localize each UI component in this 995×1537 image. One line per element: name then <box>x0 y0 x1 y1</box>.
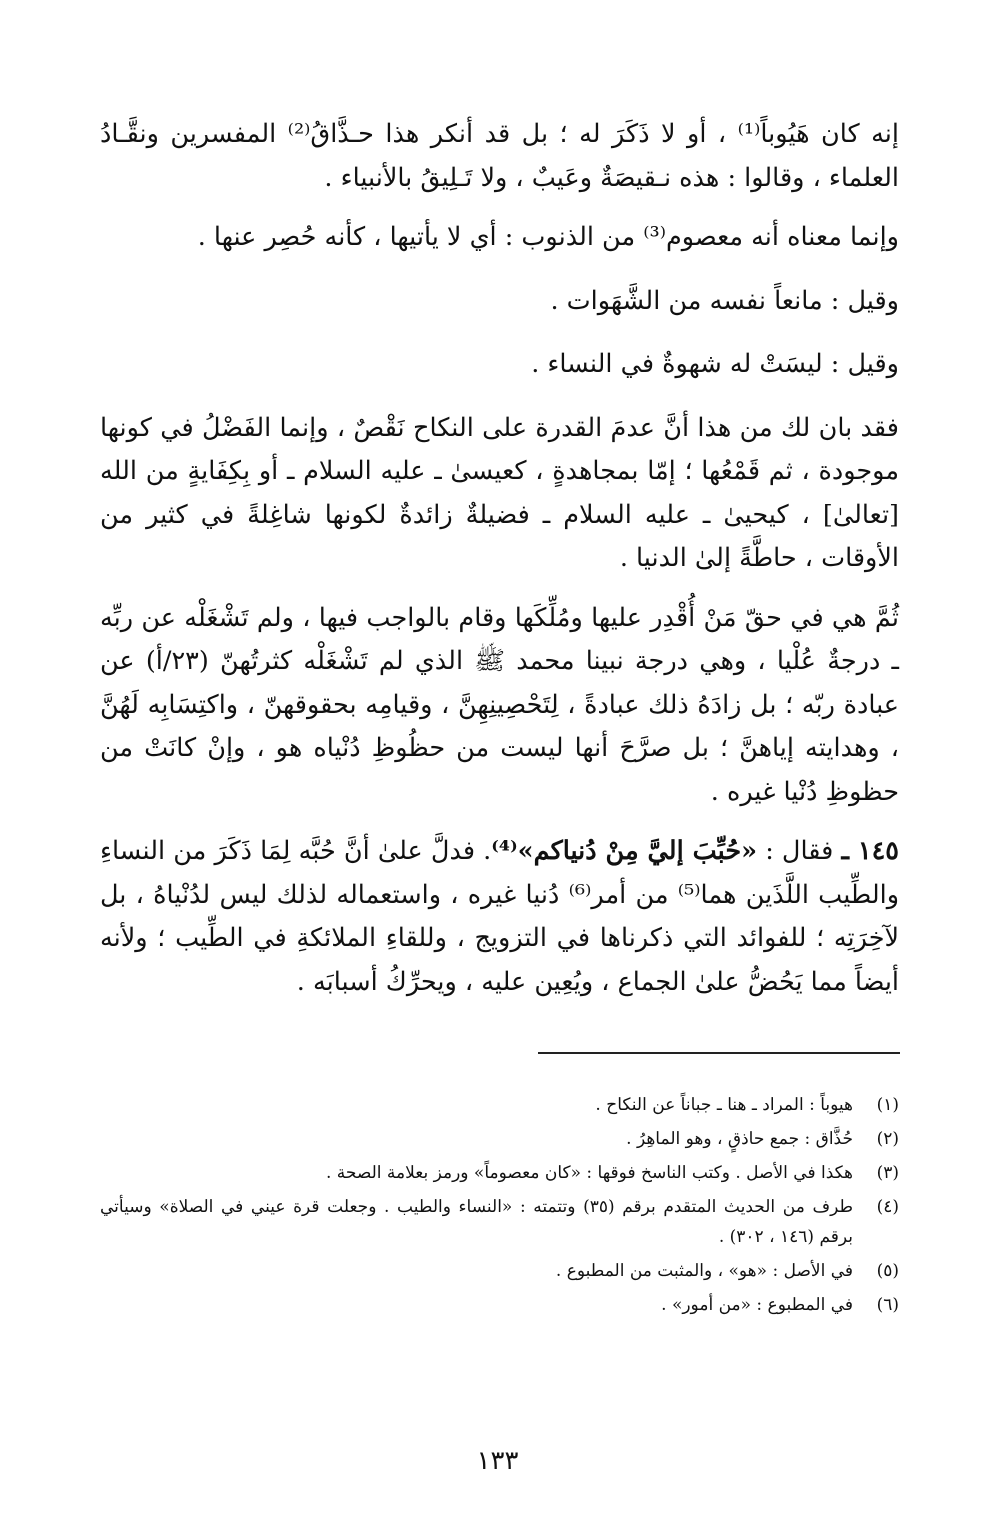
paragraph-4: وقيل : ليسَتْ له شهوةٌ في النساء . <box>531 349 899 379</box>
footnote <box>100 1256 899 1286</box>
footnote-number: (٣) <box>876 1163 899 1183</box>
footnote <box>100 1158 899 1188</box>
page-number: ١٣٣ <box>476 1446 519 1476</box>
footnote-number: (٢) <box>876 1129 899 1149</box>
main-text <box>100 113 899 1020</box>
footnote <box>100 1192 899 1252</box>
footnote-text: طرف من الحديث المتقدم برقم (٣٥) وتتمته : «النساء والطيب . وجعلت قرة عيني في الصلاة» وسيأتي برقم (١٤٦ ، ٣٠٢) . <box>100 1197 853 1247</box>
paragraph-1: إنه كان هَيُوباً⁽¹⁾ ، أو لا ذَكَرَ له ؛ بل قد أنكر هذا حـذَّاقُ⁽²⁾ المفسرين ونقَّـادُ العلماء ، وقالوا : هذه نـقيصَةٌ وعَيبٌ ، ولا تَـلِيقُ بالأنبياء . <box>100 119 899 193</box>
paragraph-3: وقيل : مانعاً نفسه من الشَّهَوات . <box>550 285 899 316</box>
footnote-text: حُذَّاق : جمع حاذقٍ ، وهو الماهِرُ . <box>626 1129 853 1149</box>
footnote-text: في المطبوع : «من أمور» . <box>661 1295 853 1315</box>
hadith-paragraph <box>100 830 899 1004</box>
hadith-quote: «حُبِّبَ إليَّ مِنْ دُنياكم»⁽⁴⁾ <box>491 836 758 866</box>
footnotes <box>100 1090 899 1324</box>
hadith-lead: فقال : <box>765 836 834 866</box>
footnote-separator <box>538 1052 900 1054</box>
footnote <box>100 1290 899 1320</box>
footnote-number: (٥) <box>876 1261 899 1281</box>
footnote-text: هكذا في الأصل . وكتب الناسخ فوقها : «كان معصوماً» ورمز بعلامة الصحة . <box>325 1163 853 1183</box>
paragraph-2: وإنما معناه أنه معصوم⁽³⁾ من الذنوب : أي لا يأتيها ، كأنه حُصِر عنها . <box>197 222 899 252</box>
footnote-number: (٤) <box>876 1197 899 1217</box>
footnote-text: هيوباً : المراد ـ هنا ـ جباناً عن النكاح . <box>595 1095 853 1115</box>
footnote-number: (٦) <box>876 1295 899 1315</box>
hadith-commentary: . فدلَّ علىٰ أنَّ حُبَّه لِمَا ذَكَرَ من النساءِ والطِّيب اللَّذَين هما⁽⁵⁾ من أمر⁽⁶⁾ دُنيا غيره ، واستعماله لذلك ليس لدُنْياهُ ، بل لآخِرَتِه ؛ للفوائد التي ذكرناها في التزويج ، وللقاءِ الملائكةِ في الطِّيب ؛ ولأنه أيضاً مما يَحُضُّ علىٰ الجماع ، ويُعِين عليه ، ويحرِّكُ أسبابَه . <box>100 836 900 997</box>
footnote <box>100 1124 899 1154</box>
hadith-number: ١٤٥ ـ <box>841 836 899 866</box>
footnote <box>100 1090 899 1120</box>
footnote-text: في الأصل : «هو» ، والمثبت من المطبوع . <box>555 1261 853 1281</box>
paragraph-5: فقد بان لك من هذا أنَّ عدمَ القدرة على النكاح نَقْصٌ ، وإنما الفَضْلُ في كونها موجودة ، ثم قَمْعُها ؛ إمّا بمجاهدةٍ ، كعيسىٰ ـ عليه السلام ـ أو بِكِفَايةٍ من الله [تعالىٰ] ، كيحيىٰ ـ عليه السلام ـ فضيلةٌ زائدةٌ لكونها شاغِلةً في كثير من الأوقات ، حاطَّةً إلىٰ الدنيا . <box>100 412 899 573</box>
footnote-number: (١) <box>876 1095 899 1115</box>
paragraph-6: ثُمَّ هي في حقّ مَنْ أُقْدِر عليها ومُلِّكَها وقام بالواجب فيها ، ولم تَشْغَلْه عن ربِّه ـ درجةٌ عُلْيا ، وهي درجة نبينا محمد ﷺ الذي لم تَشْغَلْه كثرتُهنّ (٢٣/أ) عن عبادة ربّه ؛ بل زادَهُ ذلك عبادةً ، لِتَحْصِينِهِنَّ ، وقيامِه بحقوقهنّ ، واكتِسَابِه لَهُنَّ ، وهدايته إياهنَّ ؛ بل صرَّحَ أنها ليست من حظُوظِ دُنْياه هو ، وإنْ كانَتْ من حظوظِ دُنْيا غيره . <box>100 602 899 807</box>
